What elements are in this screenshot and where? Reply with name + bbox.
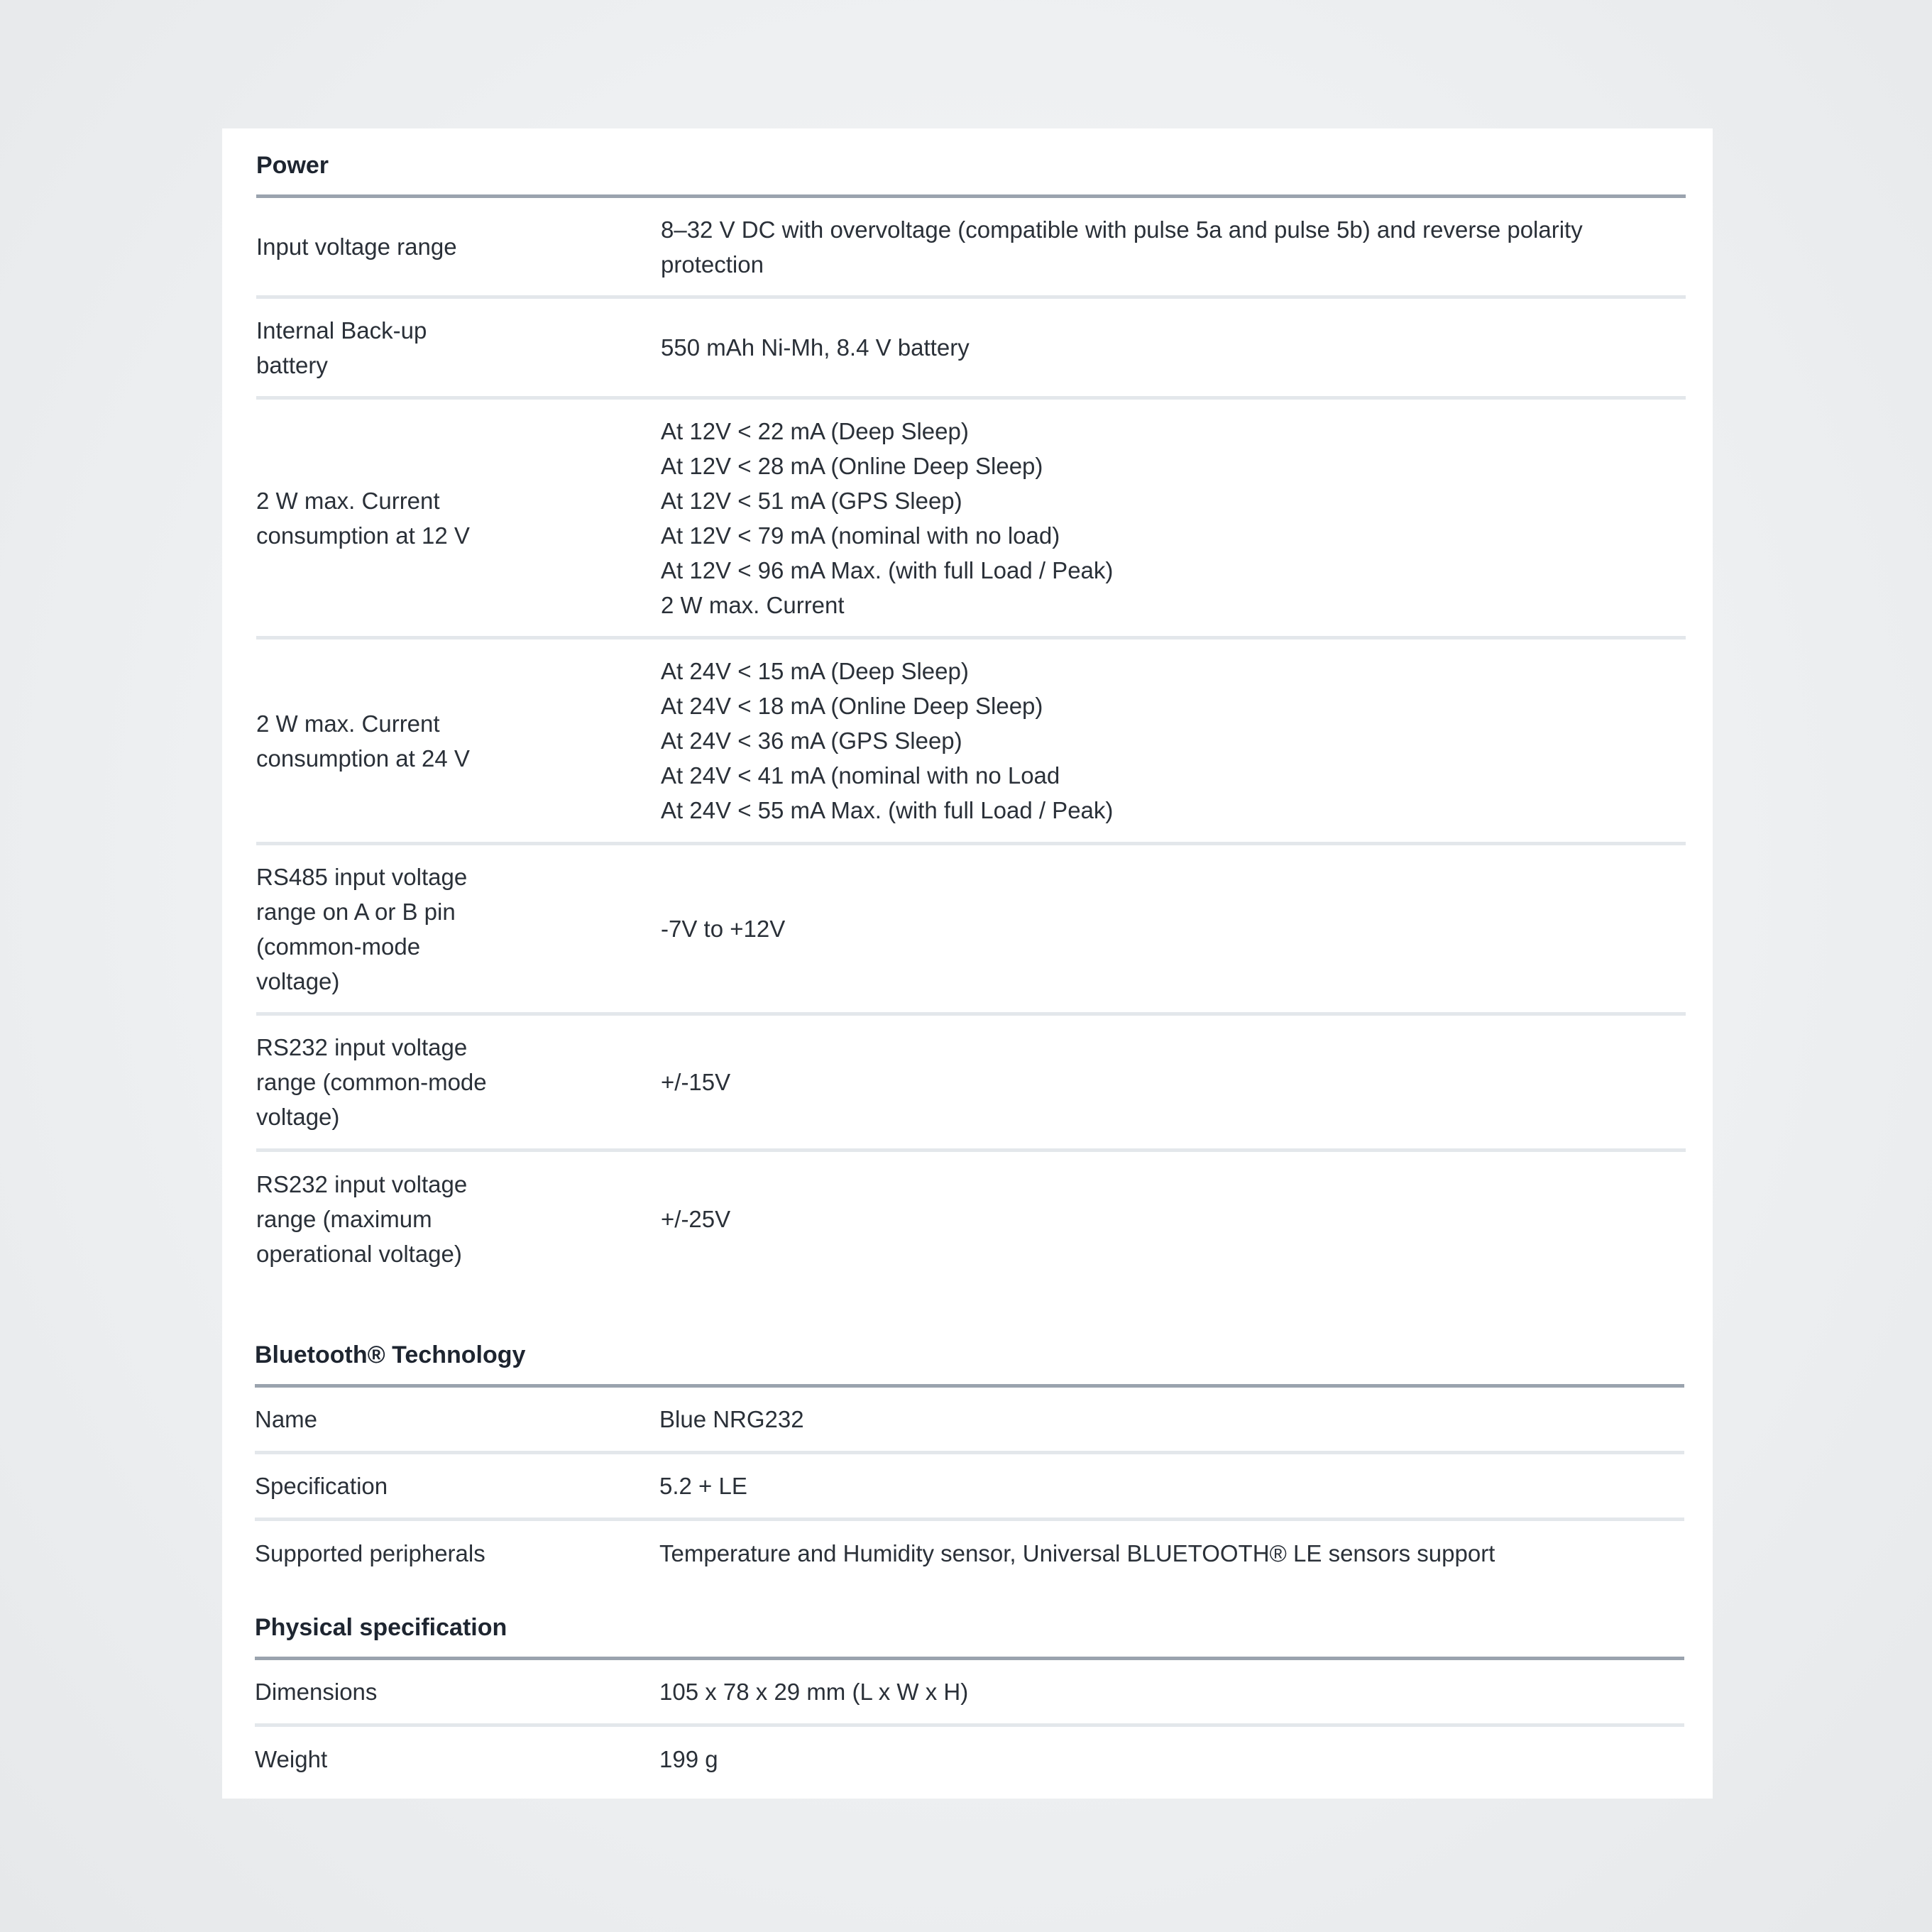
section-title: Physical specification xyxy=(255,1598,1684,1660)
section-title: Power xyxy=(256,136,1686,198)
table-row xyxy=(255,1454,1684,1521)
row-value: At 24V < 15 mA (Deep Sleep) At 24V < 18 mA (Online Deep Sleep) At 24V < 36 mA (GPS Sleep) At 24V < 41 mA (nominal with no Load At 24V < 55 mA Max. (with full Load / Peak) xyxy=(661,658,1114,823)
row-label: 2 W max. Current consumption at 12 V xyxy=(256,487,470,549)
row-value: 199 g xyxy=(659,1745,718,1772)
row-label: RS232 input voltage range (maximum operational voltage) xyxy=(256,1170,468,1267)
spec-table xyxy=(255,1388,1684,1585)
section-bluetooth xyxy=(255,1325,1684,1585)
row-label: RS485 input voltage range on A or B pin (common-mode voltage) xyxy=(256,863,468,994)
section-power xyxy=(256,136,1686,1285)
section-title: Bluetooth® Technology xyxy=(255,1325,1684,1388)
table-row xyxy=(256,1152,1686,1285)
row-label: Dimensions xyxy=(255,1679,378,1705)
spec-table xyxy=(255,1660,1684,1791)
table-row xyxy=(255,1660,1684,1727)
row-value: +/-15V xyxy=(661,1069,731,1095)
table-row xyxy=(256,198,1686,299)
row-label: RS232 input voltage range (common-mode voltage) xyxy=(256,1034,487,1130)
row-value: -7V to +12V xyxy=(661,916,786,942)
row-label: Input voltage range xyxy=(256,234,457,260)
row-label: Name xyxy=(255,1406,318,1432)
table-row xyxy=(256,1016,1686,1152)
table-row xyxy=(256,299,1686,400)
row-value: 5.2 + LE xyxy=(659,1473,747,1499)
row-label: Specification xyxy=(255,1473,388,1499)
table-row xyxy=(256,845,1686,1016)
table-row xyxy=(255,1388,1684,1454)
row-value: Blue NRG232 xyxy=(659,1406,804,1432)
row-label: 2 W max. Current consumption at 24 V xyxy=(256,710,470,772)
spec-card xyxy=(222,128,1713,1799)
spec-table xyxy=(256,198,1686,1285)
row-value: 105 x 78 x 29 mm (L x W x H) xyxy=(659,1679,969,1705)
row-value: 8–32 V DC with overvoltage (compatible with pulse 5a and pulse 5b) and reverse polarity protection xyxy=(661,216,1583,278)
row-value: +/-25V xyxy=(661,1205,731,1232)
row-label: Weight xyxy=(255,1745,328,1772)
table-row xyxy=(256,640,1686,845)
row-value: Temperature and Humidity sensor, Universal BLUETOOTH® LE sensors support xyxy=(659,1539,1495,1566)
table-row xyxy=(255,1727,1684,1791)
row-label: Internal Back-up battery xyxy=(256,317,427,378)
table-row xyxy=(255,1521,1684,1585)
section-physical xyxy=(255,1598,1684,1791)
row-label: Supported peripherals xyxy=(255,1539,485,1566)
row-value: 550 mAh Ni-Mh, 8.4 V battery xyxy=(661,334,970,361)
table-row xyxy=(256,400,1686,640)
row-value: At 12V < 22 mA (Deep Sleep) At 12V < 28 mA (Online Deep Sleep) At 12V < 51 mA (GPS Sleep) At 12V < 79 mA (nominal with no load) At 12V < 96 mA Max. (with full Load / Peak) 2 W max. Current xyxy=(661,417,1114,618)
